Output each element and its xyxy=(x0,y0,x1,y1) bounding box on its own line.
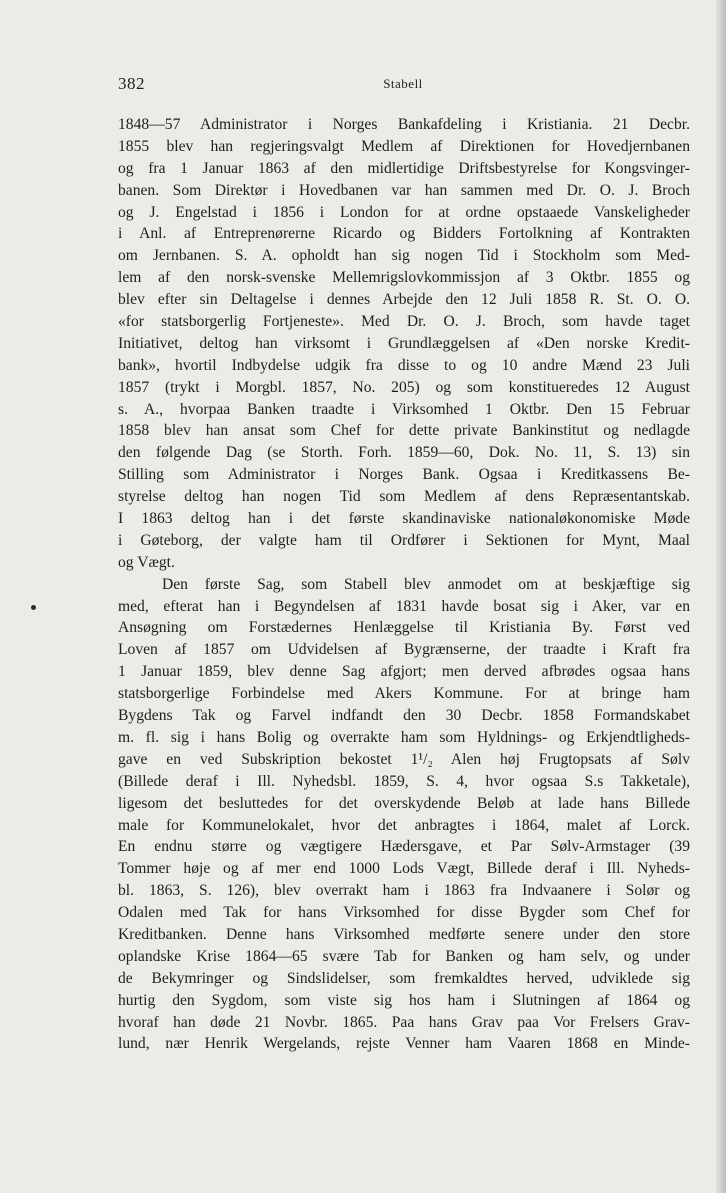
text-line: de Bekymringer og Sindslidelser, som fremkaldtes herved, udviklede sig xyxy=(118,969,690,987)
text-line: male for Kommunelokalet, hvor det anbragtes i 1864, malet af Lorck. xyxy=(118,816,690,834)
text-line: Bygdens Tak og Farvel indfandt den 30 Decbr. 1858 Formandskabet xyxy=(118,707,690,725)
text-line: 1858 blev han ansat som Chef for dette private Bankinstitut og nedlagde xyxy=(118,422,690,440)
paragraph-end-line: og Vægt. xyxy=(118,553,175,571)
page-header xyxy=(118,74,688,98)
text-line: lem af den norsk-svenske Mellemrigslovkommissjon af 3 Oktbr. 1855 og xyxy=(118,269,690,287)
text-line: (Billede deraf i Ill. Nyhedsbl. 1859, S. 4, hvor ogsaa S.s Takketale), xyxy=(118,772,690,790)
text-line: I 1863 deltog han i det første skandinaviske nationaløkonomiske Møde xyxy=(118,510,690,528)
text-line: i Gøteborg, der valgte ham til Ordfører i Sektionen for Mynt, Maal xyxy=(118,531,690,549)
text-line: «for statsborgerlig Fortjeneste». Med Dr. O. J. Broch, som havde taget xyxy=(118,313,690,331)
text-line: om Jernbanen. S. A. opholdt han sig nogen Tid i Stockholm som Med- xyxy=(118,247,690,265)
text-line: Odalen med Tak for hans Virksomhed for disse Bygder som Chef for xyxy=(118,904,690,922)
text-line: m. fl. sig i hans Bolig og overrakte ham som Hyldnings- og Erkjendtligheds- xyxy=(118,728,690,746)
text-line: hvoraf han døde 21 Novbr. 1865. Paa hans Grav paa Vor Frelsers Grav- xyxy=(118,1013,690,1031)
text-line: Initiativet, deltog han virksomt i Grundlæggelsen af «Den norske Kredit- xyxy=(118,334,690,352)
text-line: 1857 (trykt i Morgbl. 1857, No. 205) og som konstitueredes 12 August xyxy=(118,378,690,396)
text-line: Ansøgning om Forstædernes Henlæggelse til Kristiania By. Først ved xyxy=(118,619,690,637)
text-line: og J. Engelstad i 1856 i London for at ordne opstaaede Vanskeligheder xyxy=(118,203,690,221)
text-line: i Anl. af Entreprenørerne Ricardo og Bidders Fortolkning af Kontrakten xyxy=(118,225,690,243)
text-line: blev efter sin Deltagelse i dennes Arbejde den 12 Juli 1858 R. St. O. O. xyxy=(118,291,690,309)
text-line: 1855 blev han regjeringsvalgt Medlem af Direktionen for Hovedjernbanen xyxy=(118,137,690,155)
text-line: den følgende Dag (se Storth. Forh. 1859—60, Dok. No. 11, S. 13) sin xyxy=(118,444,690,462)
text-line: Loven af 1857 om Udvidelsen af Bygrænserne, der traadte i Kraft fra xyxy=(118,641,690,659)
text-line: statsborgerlige Forbindelse med Akers Kommune. For at bringe ham xyxy=(118,685,690,703)
text-line: En endnu større og vægtigere Hædersgave, et Par Sølv-Armstager (39 xyxy=(118,838,690,856)
page-number: 382 xyxy=(118,74,145,93)
text-line: bank», hvortil Indbydelse udgik fra disse to og 10 andre Mænd 23 Juli xyxy=(118,356,690,374)
text-line: oplandske Krise 1864—65 svære Tab for Banken og ham selv, og under xyxy=(118,947,690,965)
body-text xyxy=(118,114,690,1055)
text-line: styrelse deltog han nogen Tid som Medlem af dens Repræsentantskab. xyxy=(118,488,690,506)
text-line: gave en ved Subskription bekostet 1¹/₂ Alen høj Frugtopsats af Sølv xyxy=(118,750,690,768)
paragraph-start-line: Den første Sag, som Stabell blev anmodet om at beskjæftige sig xyxy=(162,575,690,593)
text-line: s. A., hvorpaa Banken traadte i Virksomhed 1 Oktbr. Den 15 Februar xyxy=(118,400,690,418)
text-line: banen. Som Direktør i Hovedbanen var han sammen med Dr. O. J. Broch xyxy=(118,181,690,199)
text-line: Tommer høje og af mer end 1000 Lods Vægt, Billede deraf i Ill. Nyheds- xyxy=(118,860,690,878)
text-line: 1848—57 Administrator i Norges Bankafdeling i Kristiania. 21 Decbr. xyxy=(118,116,690,133)
text-line: Kreditbanken. Denne hans Virksomhed medførte senere under den store xyxy=(118,925,690,943)
text-line: med, efterat han i Begyndelsen af 1831 havde bosat sig i Aker, var en xyxy=(118,597,690,615)
text-line: lund, nær Henrik Wergelands, rejste Venner ham Vaaren 1868 en Minde- xyxy=(118,1035,690,1053)
running-head: Stabell xyxy=(383,76,423,91)
margin-dot xyxy=(31,605,36,610)
page-edge xyxy=(716,0,726,1193)
text-line: og fra 1 Januar 1863 af den midlertidige Driftsbestyrelse for Kongsvinger- xyxy=(118,159,690,177)
text-line: ligesom det besluttedes for det overskydende Beløb at lade hans Billede xyxy=(118,794,690,812)
text-line: bl. 1863, S. 126), blev overrakt ham i 1863 fra Indvaanere i Solør og xyxy=(118,882,690,900)
text-line: Stilling som Administrator i Norges Bank. Ogsaa i Kreditkassens Be- xyxy=(118,466,690,484)
text-line: 1 Januar 1859, blev denne Sag afgjort; men derved afbrødes ogsaa hans xyxy=(118,663,690,681)
text-line: hurtig den Sygdom, som viste sig hos ham i Slutningen af 1864 og xyxy=(118,991,690,1009)
